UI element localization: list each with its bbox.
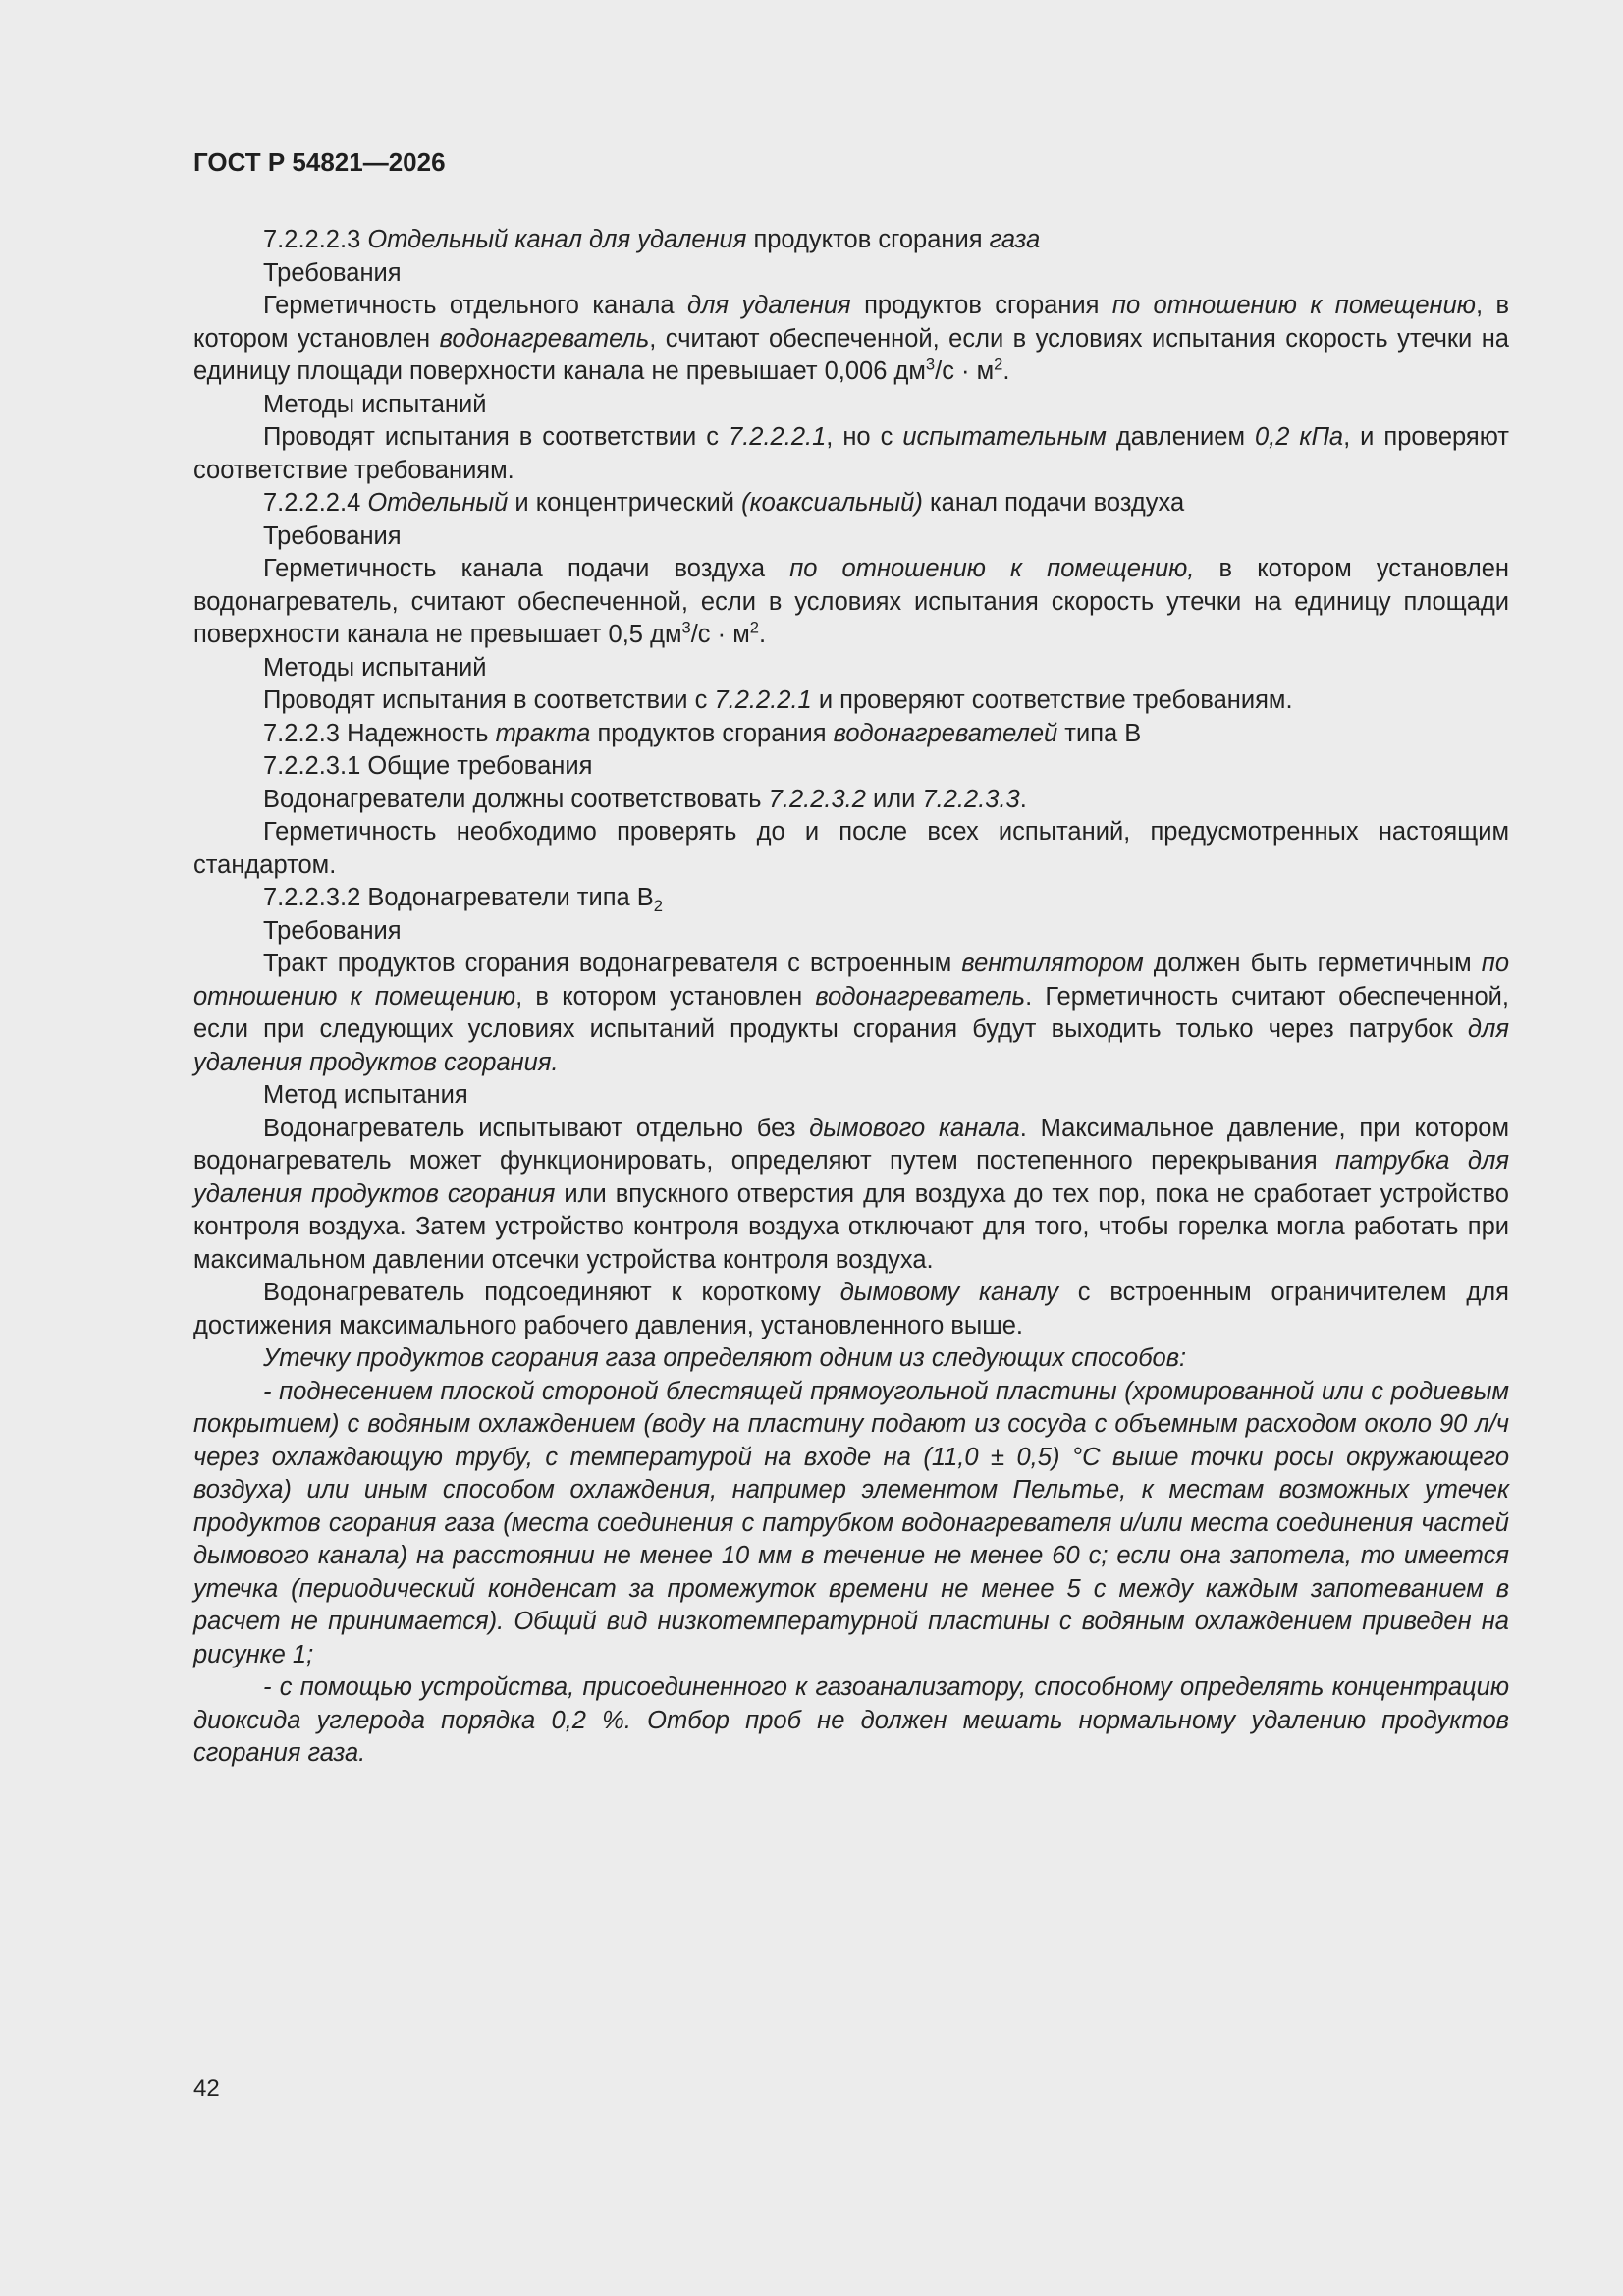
- text-run: по отношению к помещению,: [789, 555, 1195, 582]
- paragraph: [193, 553, 1509, 652]
- text-run: 3: [681, 618, 691, 637]
- paragraph: [193, 718, 1509, 751]
- text-run: Методы испытаний: [263, 390, 487, 418]
- text-run: /с · м: [935, 357, 995, 385]
- text-run: .: [1019, 785, 1027, 813]
- paragraph: [193, 750, 1509, 784]
- paragraph: [193, 1277, 1509, 1342]
- text-run: по отношению к помещению: [1111, 292, 1476, 319]
- paragraph: [193, 520, 1509, 554]
- text-run: дымового канала: [809, 1114, 1020, 1142]
- text-run: .: [758, 621, 767, 648]
- text-run: и концентрический: [508, 489, 742, 517]
- text-run: водонагревателей: [833, 719, 1058, 747]
- text-run: типа В: [1057, 719, 1142, 747]
- paragraph: [193, 652, 1509, 685]
- text-run: 2: [994, 355, 1003, 374]
- text-run: патрубка для удаления продуктов сгорания: [193, 1147, 1509, 1208]
- paragraph: [193, 1342, 1509, 1376]
- text-run: канал подачи воздуха: [922, 489, 1185, 517]
- paragraph: [193, 389, 1509, 422]
- paragraph: [193, 421, 1509, 487]
- text-run: 7.2.2.2.1: [714, 686, 812, 714]
- paragraph: [193, 290, 1509, 389]
- text-run: . Герметичность считают обеспеченной, если при следующих условиях испытаний продукты сгорания будут выходить только через патрубок: [193, 982, 1509, 1043]
- text-run: водонагреватель: [439, 324, 650, 353]
- text-run: , и проверяют соответствие требованиям.: [193, 423, 1509, 484]
- text-run: или: [865, 785, 923, 813]
- text-run: продуктов сгорания: [590, 719, 834, 747]
- text-run: 7.2.2.2.1: [729, 423, 827, 451]
- text-run: 7.2.2.3 Надежность: [263, 719, 496, 747]
- paragraph: [193, 948, 1509, 1079]
- text-run: дымовому каналу: [839, 1279, 1058, 1306]
- text-run: /с · м: [690, 621, 750, 648]
- paragraph: [193, 915, 1509, 949]
- text-run: 7.2.2.3.2 Водонагреватели типа В: [263, 884, 654, 911]
- text-run: (коаксиальный): [741, 489, 923, 517]
- text-run: Проводят испытания в соответствии с: [263, 686, 715, 714]
- document-header: ГОСТ Р 54821—2026: [193, 147, 446, 177]
- text-run: Требования: [263, 521, 402, 550]
- text-run: Герметичность канала подачи воздуха: [263, 555, 790, 582]
- text-run: Тракт продуктов сгорания водонагревателя с встроенным: [263, 950, 962, 977]
- text-run: в котором установлен водонагреватель, считают обеспеченной, если в условиях испытания скорость утечки на единицу площади поверхности канала не превышает 0,5 дм: [193, 555, 1509, 648]
- text-run: давлением: [1106, 423, 1255, 451]
- text-run: тракта: [495, 719, 591, 747]
- paragraph: [193, 487, 1509, 520]
- text-run: , в котором установлен: [193, 292, 1509, 353]
- document-body: [193, 224, 1509, 1771]
- text-run: Методы испытаний: [263, 653, 487, 682]
- paragraph: [193, 1079, 1509, 1113]
- paragraph: [193, 1671, 1509, 1771]
- text-run: 7.2.2.3.2: [768, 785, 866, 813]
- text-run: должен быть герметичным: [1143, 950, 1482, 977]
- text-run: продуктов сгорания: [850, 292, 1112, 319]
- text-run: Отдельный: [367, 489, 509, 517]
- text-run: , считают обеспеченной, если в условиях испытания скорость утечки на единицу площади поверхности канала не превышает 0,006 дм: [193, 324, 1509, 385]
- text-run: или впускного отверстия для воздуха до тех пор, пока не сработает устройство контроля воздуха. Затем устройство контроля воздуха отключают для того, чтобы горелка могла работать при максимальном давлении отсечки устройства контроля воздуха.: [193, 1179, 1509, 1274]
- text-run: для удаления продуктов сгорания.: [193, 1015, 1509, 1076]
- text-run: для удаления: [687, 292, 851, 319]
- text-run: Водонагреватель подсоединяют к короткому: [263, 1279, 840, 1306]
- text-run: . Максимальное давление, при котором водонагреватель может функционировать, определяют путем постепенного перекрывания: [193, 1114, 1509, 1175]
- text-run: 7.2.2.3.1 Общие требования: [263, 752, 593, 780]
- text-run: продуктов сгорания: [746, 226, 990, 253]
- paragraph: [193, 257, 1509, 291]
- text-run: .: [1002, 357, 1010, 385]
- text-run: 0,2 кПа: [1254, 423, 1344, 451]
- paragraph: [193, 224, 1509, 257]
- text-run: 7.2.2.2.4: [263, 489, 368, 517]
- text-run: Требования: [263, 916, 402, 945]
- text-run: 2: [749, 618, 759, 637]
- text-run: Проводят испытания в соответствии с: [263, 423, 730, 451]
- paragraph: [193, 784, 1509, 817]
- text-run: Метод испытания: [263, 1081, 468, 1109]
- text-run: Водонагреватель испытывают отдельно без: [263, 1114, 810, 1142]
- text-run: вентилятором: [961, 950, 1144, 977]
- text-run: 7.2.2.2.3: [263, 226, 368, 253]
- paragraph: [193, 816, 1509, 882]
- paragraph: [193, 684, 1509, 718]
- text-run: , в котором установлен: [515, 982, 816, 1011]
- paragraph: [193, 1376, 1509, 1672]
- paragraph: [193, 1113, 1509, 1278]
- text-run: Отдельный канал для удаления: [367, 226, 747, 253]
- text-run: , но с: [826, 423, 903, 451]
- text-run: газа: [989, 226, 1041, 253]
- text-run: Герметичность необходимо проверять до и после всех испытаний, предусмотренных настоящим стандартом.: [193, 818, 1509, 879]
- text-run: Требования: [263, 258, 402, 287]
- text-run: по отношению к помещению: [193, 950, 1510, 1011]
- text-run: Герметичность отдельного канала: [263, 292, 688, 319]
- text-run: 3: [925, 355, 936, 374]
- text-run: 2: [653, 897, 663, 916]
- text-run: - поднесением плоской стороной блестящей прямоугольной пластины (хромированной или с родиевым покрытием) с водяным охлаждением (воду на пластину подают из сосуда с объемным расходом около 90 л/ч через охлаждающую трубу, с температурой на входе на (11,0 ± 0,5) °С выше точки росы окружающего воздуха) или иным способом охлаждения, например элементом Пельтье, к местам возможных утечек продуктов сгорания газа (места соединения с патрубком водонагревателя и/или места соединения частей дымового канала) на расстоянии не менее 10 мм в течение не менее 60 с; если она запотела, то имеется утечка (периодический конденсат за промежуток времени не менее 5 с между каждым запотеванием в расчет не принимается). Общий вид низкотемпературной пластины с водяным охлаждением приведен на рисунке 1;: [193, 1377, 1509, 1668]
- text-run: испытательным: [902, 423, 1107, 451]
- text-run: с встроенным ограничителем для достижения максимального рабочего давления, установленного выше.: [193, 1279, 1509, 1339]
- text-run: водонагреватель: [815, 982, 1026, 1011]
- text-run: 7.2.2.3.3: [922, 785, 1020, 813]
- text-run: Водонагреватели должны соответствовать: [263, 785, 769, 813]
- text-run: - с помощью устройства, присоединенного к газоанализатору, способному определять концентрацию диоксида углерода порядка 0,2 %. Отбор проб не должен мешать нормальному удалению продуктов сгорания газа.: [193, 1673, 1509, 1767]
- paragraph: [193, 882, 1509, 915]
- text-run: Утечку продуктов сгорания газа определяют одним из следующих способов:: [263, 1344, 1187, 1372]
- text-run: и проверяют соответствие требованиям.: [811, 686, 1293, 714]
- page-number: 42: [193, 2075, 220, 2102]
